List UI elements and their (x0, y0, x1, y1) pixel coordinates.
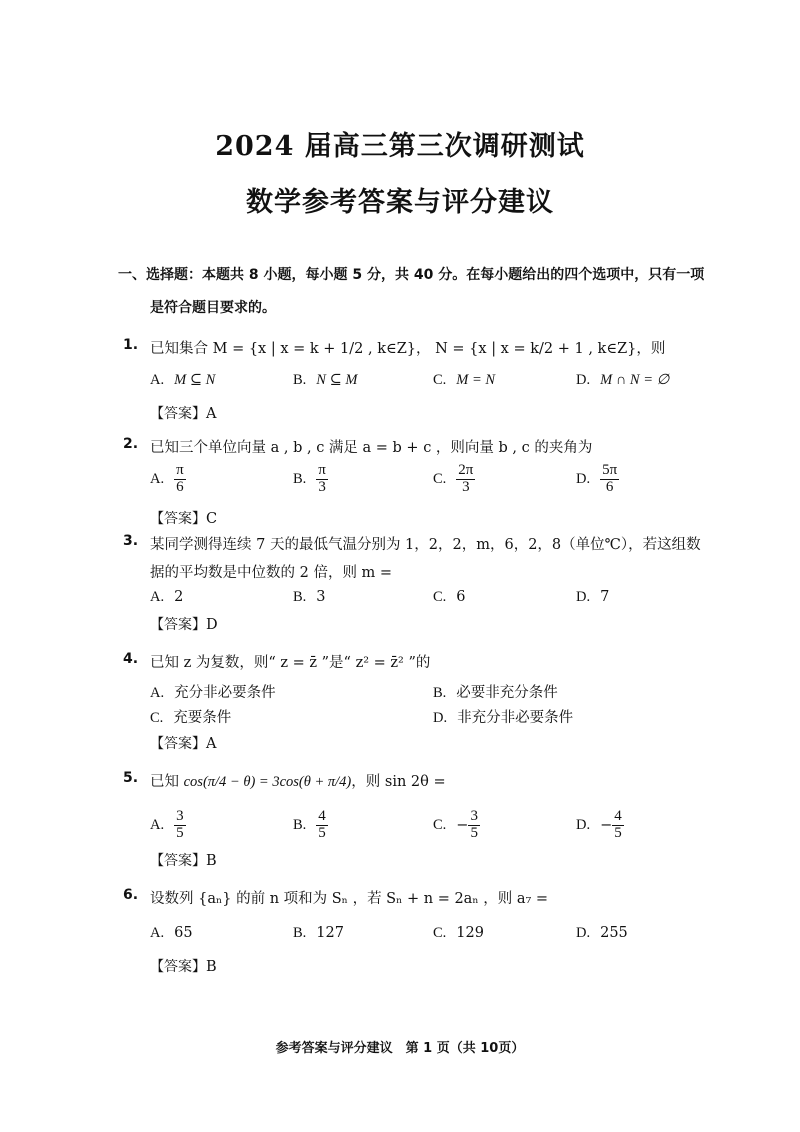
page-subtitle: 数学参考答案与评分建议 (246, 187, 554, 218)
question-1-answer: 【答案】A (150, 406, 217, 422)
question-6-option-d: D. 255 (576, 925, 628, 941)
question-5-option-d: D. − $\frac{4}{5}$ (576, 808, 622, 841)
question-4-option-c: C. 充要条件 (150, 710, 232, 726)
question-3-option-b: B. 3 (293, 589, 326, 605)
question-1-number: 1. (123, 337, 139, 353)
question-2-number: 2. (123, 436, 139, 452)
question-6-stem: 设数列 {aₙ} 的前 n 项和为 Sₙ ，若 Sₙ + n = 2aₙ ，则 a₇ = (150, 891, 549, 907)
question-3-option-d: D. 7 (576, 589, 610, 605)
question-2-answer: 【答案】C (150, 511, 218, 527)
question-2-option-a: A. $\frac{\pi}{6}$ (150, 462, 184, 495)
question-6-number: 6. (123, 887, 139, 903)
page-title: 2024 届高三第三次调研测试 (215, 131, 585, 162)
question-3-answer: 【答案】D (150, 617, 218, 633)
section-heading-line2: 是符合题目要求的。 (150, 300, 276, 316)
question-3-option-c: C. 6 (433, 589, 466, 605)
question-2-option-c: C. $\frac{2\pi}{3}$ (433, 462, 474, 495)
question-4-answer: 【答案】A (150, 736, 217, 752)
question-1-option-b: B. N ⊆ M (293, 372, 358, 388)
question-5-option-b: B. $\frac{4}{5}$ (293, 808, 326, 841)
question-3-option-a: A. 2 (150, 589, 184, 605)
question-1-stem: 已知集合 M = {x | x = k + 1/2 , k∈Z}， N = {x | x = k/2 + 1 , k∈Z}，则 (150, 341, 666, 357)
question-6-answer: 【答案】B (150, 959, 217, 975)
question-2-stem: 已知三个单位向量 a , b , c 满足 a = b + c ，则向量 b , c 的夹角为 (150, 440, 593, 456)
question-4-option-b: B. 必要非充分条件 (433, 685, 558, 701)
question-5-option-c: C. − $\frac{3}{5}$ (433, 808, 478, 841)
page-footer: 参考答案与评分建议 第 1 页（共 10页） (275, 1041, 525, 1056)
section-heading-line1: 一、选择题：本题共 8 小题，每小题 5 分，共 40 分。在每小题给出的四个选项中，只有一项 (118, 267, 705, 283)
question-1-option-a: A. M ⊆ N (150, 372, 216, 388)
question-3-stem-line2: 据的平均数是中位数的 2 倍，则 m = (150, 565, 393, 581)
question-1-option-c: C. M = N (433, 372, 496, 388)
question-5-number: 5. (123, 770, 139, 786)
question-5-option-a: A. $\frac{3}{5}$ (150, 808, 184, 841)
question-5-answer: 【答案】B (150, 853, 217, 869)
question-2-option-d: D. $\frac{5\pi}{6}$ (576, 462, 618, 495)
question-6-option-c: C. 129 (433, 925, 484, 941)
question-1-option-d: D. M ∩ N = ∅ (576, 372, 670, 388)
question-2-option-b: B. $\frac{\pi}{3}$ (293, 462, 326, 495)
question-4-option-a: A. 充分非必要条件 (150, 685, 276, 701)
question-5-stem: 已知 cos(π/4 − θ) = 3cos(θ + π/4)，则 sin 2θ = (150, 774, 446, 790)
question-6-option-b: B. 127 (293, 925, 344, 941)
question-3-stem-line1: 某同学测得连续 7 天的最低气温分别为 1，2，2，m，6，2，8（单位℃），若这组数 (150, 537, 701, 553)
question-4-number: 4. (123, 651, 139, 667)
question-6-option-a: A. 65 (150, 925, 193, 941)
question-4-option-d: D. 非充分非必要条件 (433, 710, 574, 726)
question-3-number: 3. (123, 533, 139, 549)
question-4-stem: 已知 z 为复数，则“ z = z̄ ”是“ z² = z̄² ”的 (150, 655, 431, 671)
